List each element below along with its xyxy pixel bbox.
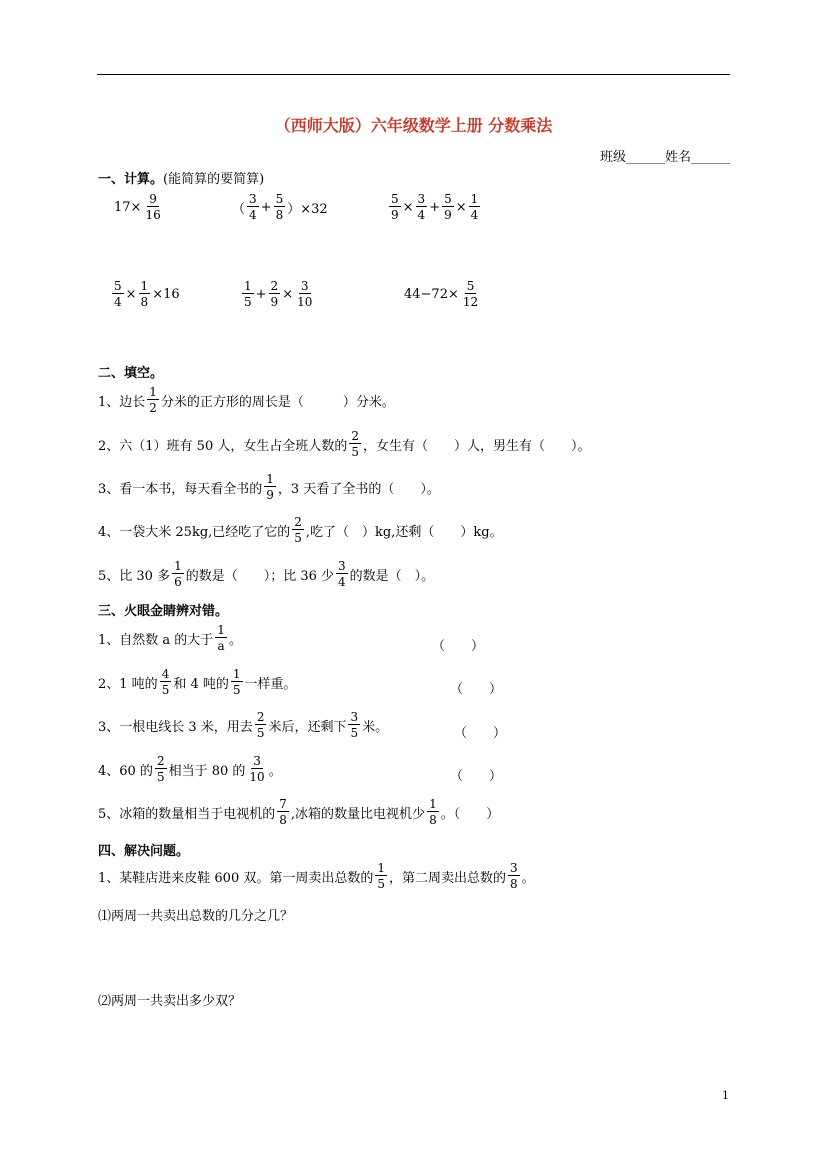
fraction: $\frac{1}{6}$ [174, 559, 182, 589]
fraction: $\frac{2}{5}$ [256, 710, 265, 740]
judge-text: 米。 [362, 719, 389, 735]
fraction: $\frac{3}{10}$ [297, 279, 313, 309]
judge-text: 1、自然数 a 的大于 [98, 632, 214, 648]
fill-text: 的数是（ ）；比 36 少 [185, 568, 335, 584]
fill-item-4 [98, 516, 503, 544]
solve-text: 。 [521, 870, 535, 886]
judge-text: 。 [228, 632, 242, 648]
fraction: $\frac{1}{5}$ [244, 279, 252, 309]
calc-text: 17× [114, 199, 142, 215]
fraction: $\frac{1}{8}$ [429, 797, 437, 827]
fill-text: 分米的正方形的周长是（ ）分米。 [160, 394, 395, 410]
section-2-heading: 二、填空。 [98, 366, 164, 381]
fraction: $\frac{2}{9}$ [270, 279, 279, 309]
fraction: $\frac{1}{4}$ [470, 192, 479, 222]
judge-text: 一样重。 [244, 676, 297, 692]
judge-answer-3: （ ） [454, 726, 507, 741]
judge-text: 4、60 的 [98, 763, 153, 779]
fraction: $\frac{7}{8}$ [279, 797, 287, 827]
judge-item-4 [98, 755, 282, 783]
judge-answer-4: （ ） [450, 769, 503, 784]
fill-text: 5、比 30 多 [98, 568, 171, 584]
calc-text: （ [232, 201, 246, 217]
fraction: $\frac{2}{5}$ [351, 429, 359, 459]
calc-text: × [125, 286, 137, 302]
calc-text: + [255, 286, 267, 302]
judge-text: 米后，还剩下 [268, 719, 347, 735]
calc-item-6 [404, 280, 482, 308]
solve-item-1 [98, 862, 535, 890]
fraction: $\frac{4}{5}$ [161, 667, 170, 697]
calc-item-2 [232, 193, 328, 221]
section-4-heading: 四、解决问题。 [98, 844, 190, 859]
calc-text: × [455, 199, 467, 215]
judge-item-3 [98, 711, 388, 739]
fill-text: ,吃了（ ）kg,还剩（ ）kg。 [305, 524, 503, 540]
fill-text: 4、一袋大米 25kg,已经吃了它的 [98, 524, 291, 540]
fraction: $\frac{9}{16}$ [145, 192, 161, 222]
calc-text: + [429, 199, 441, 215]
calc-text: + [260, 199, 272, 215]
section-1-heading [98, 168, 264, 187]
section-1-note: (能简算的要简算) [163, 172, 265, 187]
solve-text: ，第二周卖出总数的 [389, 870, 507, 886]
fill-item-5 [98, 560, 434, 588]
fill-item-2 [98, 430, 591, 458]
solve-subquestion-2: ⑵两周一共卖出多少双？ [98, 994, 242, 1009]
fraction: $\frac{5}{9}$ [444, 192, 452, 222]
header-rule [97, 74, 730, 75]
fraction: $\frac{5}{9}$ [391, 192, 399, 222]
solve-text: 1、某鞋店进来皮鞋 600 双。第一周卖出总数的 [98, 870, 374, 886]
judge-answer-1: （ ） [432, 639, 485, 654]
fill-text: 的数是（ ）。 [349, 568, 435, 584]
fraction: $\frac{2}{5}$ [156, 754, 165, 784]
judge-item-2 [98, 668, 297, 696]
fraction: $\frac{1}{2}$ [149, 385, 157, 415]
fraction: $\frac{1}{9}$ [266, 472, 274, 502]
fraction: $\frac{3}{4}$ [417, 192, 426, 222]
fill-text: 3、看一本书，每天看全书的 [98, 481, 263, 497]
judge-item-1 [98, 624, 242, 652]
calc-text: 44−72× [404, 286, 459, 302]
fraction: $\frac{1}{8}$ [140, 279, 149, 309]
judge-text: 和 4 吨的 [173, 676, 229, 692]
judge-item-5 [98, 798, 499, 826]
calc-text: × [402, 199, 414, 215]
fraction: $\frac{5}{4}$ [114, 279, 122, 309]
fill-text: ，女生有（ ）人，男生有（ ）。 [363, 438, 591, 454]
section-3-heading: 三、火眼金睛辨对错。 [98, 604, 229, 619]
judge-answer-2: （ ） [450, 682, 503, 697]
fill-item-3 [98, 473, 440, 501]
page-title: （西师大版）六年级数学上册 分数乘法 [274, 116, 553, 135]
calc-item-5 [240, 280, 316, 308]
fill-text: ，3 天看了全书的（ ）。 [277, 481, 440, 497]
fraction: $\frac{5}{12}$ [462, 279, 479, 309]
solve-subquestion-1: ⑴两周一共卖出总数的几分之几？ [98, 909, 294, 924]
judge-text: 2、1 吨的 [98, 676, 158, 692]
calc-item-1 [114, 193, 165, 221]
section-1-title: 一、计算。 [98, 172, 164, 187]
fraction: $\frac{1}{5}$ [232, 667, 241, 697]
judge-text: ,冰箱的数量比电视机少 [290, 806, 426, 822]
judge-text: 3、一根电线长 3 米，用去 [98, 719, 253, 735]
judge-text: 。（ ） [440, 806, 500, 822]
fraction: $\frac{1}{5}$ [377, 861, 385, 891]
page-number: 1 [722, 1089, 729, 1102]
calc-text: × [282, 286, 294, 302]
judge-text: 相当于 80 的 [168, 763, 246, 779]
fill-text: 2、六（1）班有 50 人，女生占全班人数的 [98, 438, 348, 454]
fraction: $\frac{5}{8}$ [275, 192, 284, 222]
fill-item-1 [98, 386, 395, 414]
class-name-line: 班级______姓名______ [599, 150, 730, 165]
calc-item-3 [387, 193, 482, 221]
calc-text: ）×32 [287, 201, 328, 217]
judge-text: 。 [268, 763, 282, 779]
fraction: $\frac{3}{10}$ [249, 754, 265, 784]
calc-item-4 [110, 280, 180, 308]
fraction: $\frac{3}{5}$ [350, 710, 359, 740]
fraction: $\frac{3}{8}$ [510, 861, 518, 891]
judge-text: 5、冰箱的数量相当于电视机的 [98, 806, 276, 822]
fill-text: 1、边长 [98, 394, 146, 410]
fraction: $\frac{3}{4}$ [338, 559, 346, 589]
calc-text: ×16 [152, 286, 180, 302]
fraction: $\frac{1}{a}$ [217, 623, 225, 653]
fraction: $\frac{3}{4}$ [249, 192, 257, 222]
fraction: $\frac{2}{5}$ [294, 515, 302, 545]
